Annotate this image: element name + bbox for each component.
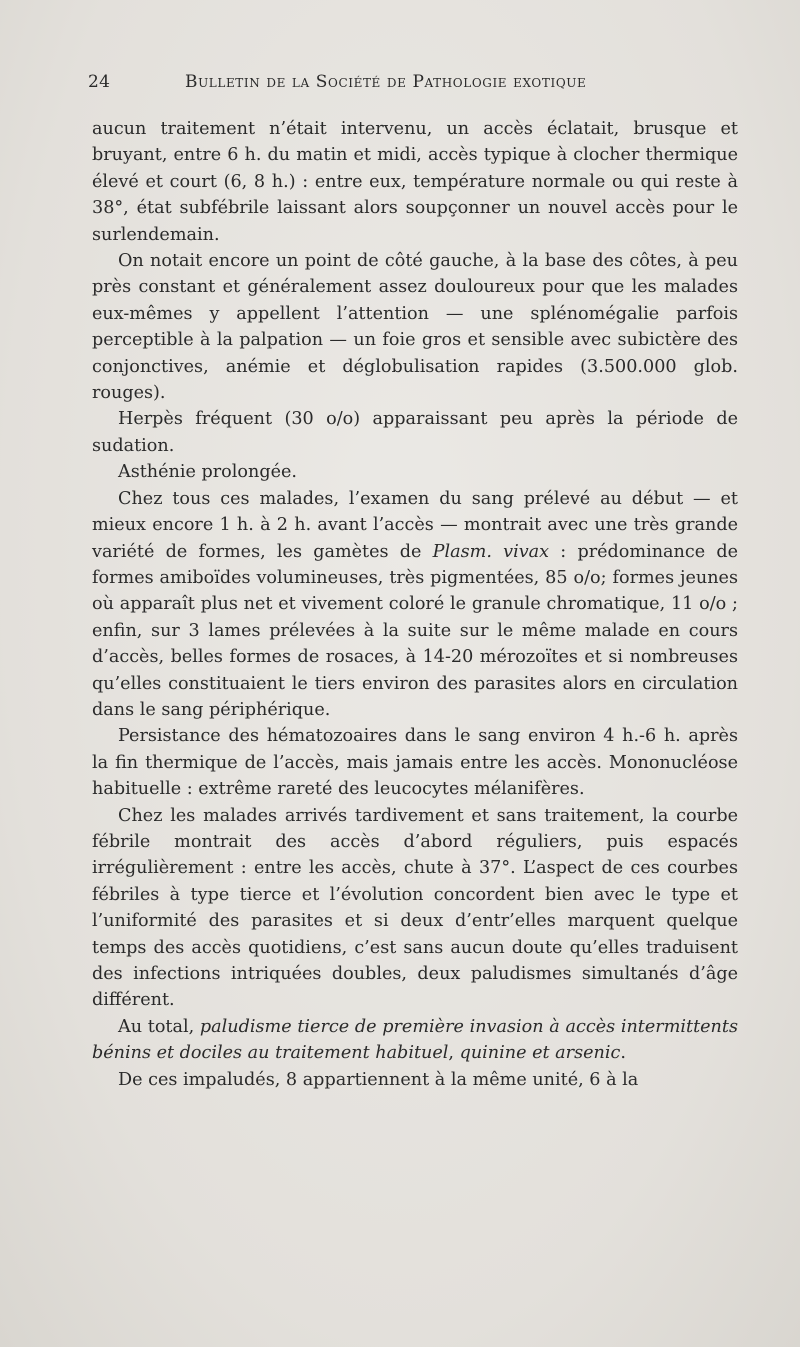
paragraph-8-part-1: Au total, xyxy=(118,1016,200,1037)
paragraph-1: aucun traitement n’était intervenu, un accès éclatait, brusque et bruyant, entre 6 h. du matin et midi, accès typique à clocher thermique élevé et court (6, 8 h.) : entre eux, température normale ou qui reste à 38°, état subfébrile laissant alors soupçonner un nouvel accès pour le surlendemain. xyxy=(92,119,738,245)
body-text xyxy=(92,116,738,1093)
species-name: Plasm. vivax xyxy=(432,541,550,562)
treatment-italic: quinine et arsenic xyxy=(459,1043,621,1064)
paragraph-9: De ces impaludés, 8 appartiennent à la même unité, 6 à la xyxy=(118,1069,639,1090)
paragraph-7: Chez les malades arrivés tardivement et sans traitement, la courbe fébrile montrait des accès d’abord réguliers, puis espacés irrégulièrement : entre les accès, chute à 37°. L’aspect de ces courbes fébriles à type tierce et l’évolution concordent bien avec le type et l’uniformité des parasites et si deux d’entr’elles marquent quelque temps des accès quotidiens, c’est sans aucun doute qu’elles traduisent des infections intriquées doubles, deux paludismes simultanés d’âge différent. xyxy=(92,805,738,1011)
paragraph-2: On notait encore un point de côté gauche, à la base des côtes, à peu près constant et généralement assez douloureux pour que les malades eux-mêmes y appellent l’attention — une splénomégalie parfois perceptible à la palpation — un foie gros et sensible avec subictère des conjonctives, anémie et déglobulisation rapides (3.500.000 glob. rouges). xyxy=(92,251,738,404)
page-number: 24 xyxy=(88,72,111,92)
paragraph-3: Herpès fréquent (30 o/o) apparaissant peu après la période de sudation. xyxy=(92,409,738,456)
running-title: Bulletin de la Société de Pathologie exotique xyxy=(185,72,587,92)
paragraph-8-part-3: . xyxy=(620,1043,626,1064)
paragraph-5-part-2: : prédominance de formes amiboïdes volumineuses, très pigmentées, 85 o/o; formes jeunes où apparaît plus net et vivement coloré le granule chromatique, 11 o/o ; enfin, sur 3 lames prélevées à la suite sur le même malade en cours d’accès, belles formes de rosaces, à 14-20 mérozoïtes et si nombreuses qu’elles constituaient le tiers environ des parasites alors en circulation dans le sang périphérique. xyxy=(92,541,738,720)
paragraph-8 xyxy=(92,1014,738,1067)
paragraph-5-part-1: Chez tous ces malades, l’examen du sang prélevé au début — et mieux encore 1 h. à 2 h. avant l’accès — montrait avec une très grande variété de formes, les gamètes de xyxy=(92,488,738,562)
paragraph-6: Persistance des hématozoaires dans le sang environ 4 h.-6 h. après la fin thermique de l’accès, mais jamais entre les accès. Mononucléose habituelle : extrême rareté des leucocytes mélanifères. xyxy=(92,726,738,800)
diagnosis-italic: paludisme tierce de première invasion à accès intermittents bénins et dociles au traitement habituel xyxy=(92,1016,738,1064)
paragraph-5 xyxy=(92,486,738,724)
paragraph-4: Asthénie prolongée. xyxy=(118,462,298,483)
paragraph-8-part-2: , xyxy=(448,1043,460,1064)
